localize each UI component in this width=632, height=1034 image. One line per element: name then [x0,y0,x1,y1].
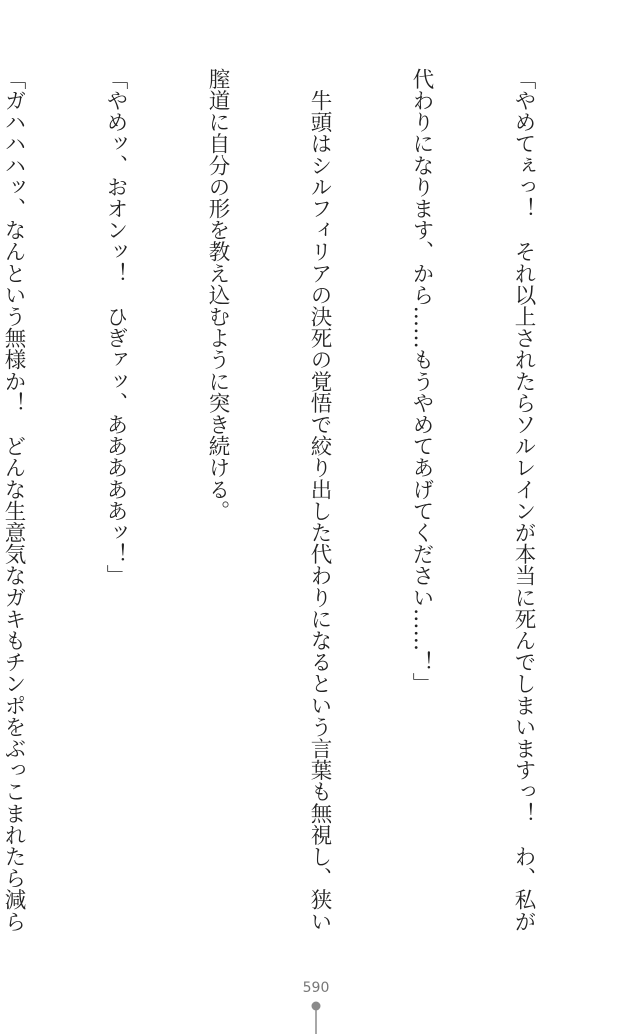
page-body-text [0,68,608,948]
text-line: 「やめてぇっ！ それ以上されたらソルレインが本当に死んでしまいますっ！ わ、私が [511,68,536,932]
text-line: 「やめッ、おオンッ！ ひぎァッ、あああああッ！」 [103,68,128,587]
text-line: 膣道に自分の形を教え込むように突き続ける。 [205,68,230,522]
page-number: 590 [302,980,330,996]
text-line: 代わりになります、から……もうやめてあげてください……！」 [409,68,434,695]
text-line: 牛頭はシルフィリアの決死の覚悟で絞り出した代わりになるという言葉も無視し、狭い [307,68,332,932]
page-marker-icon [310,1000,322,1034]
text-line: 「ガハハハッ、なんという無様か！ どんな生意気なガキもチンポをぶっこまれたら減ら [1,68,26,932]
